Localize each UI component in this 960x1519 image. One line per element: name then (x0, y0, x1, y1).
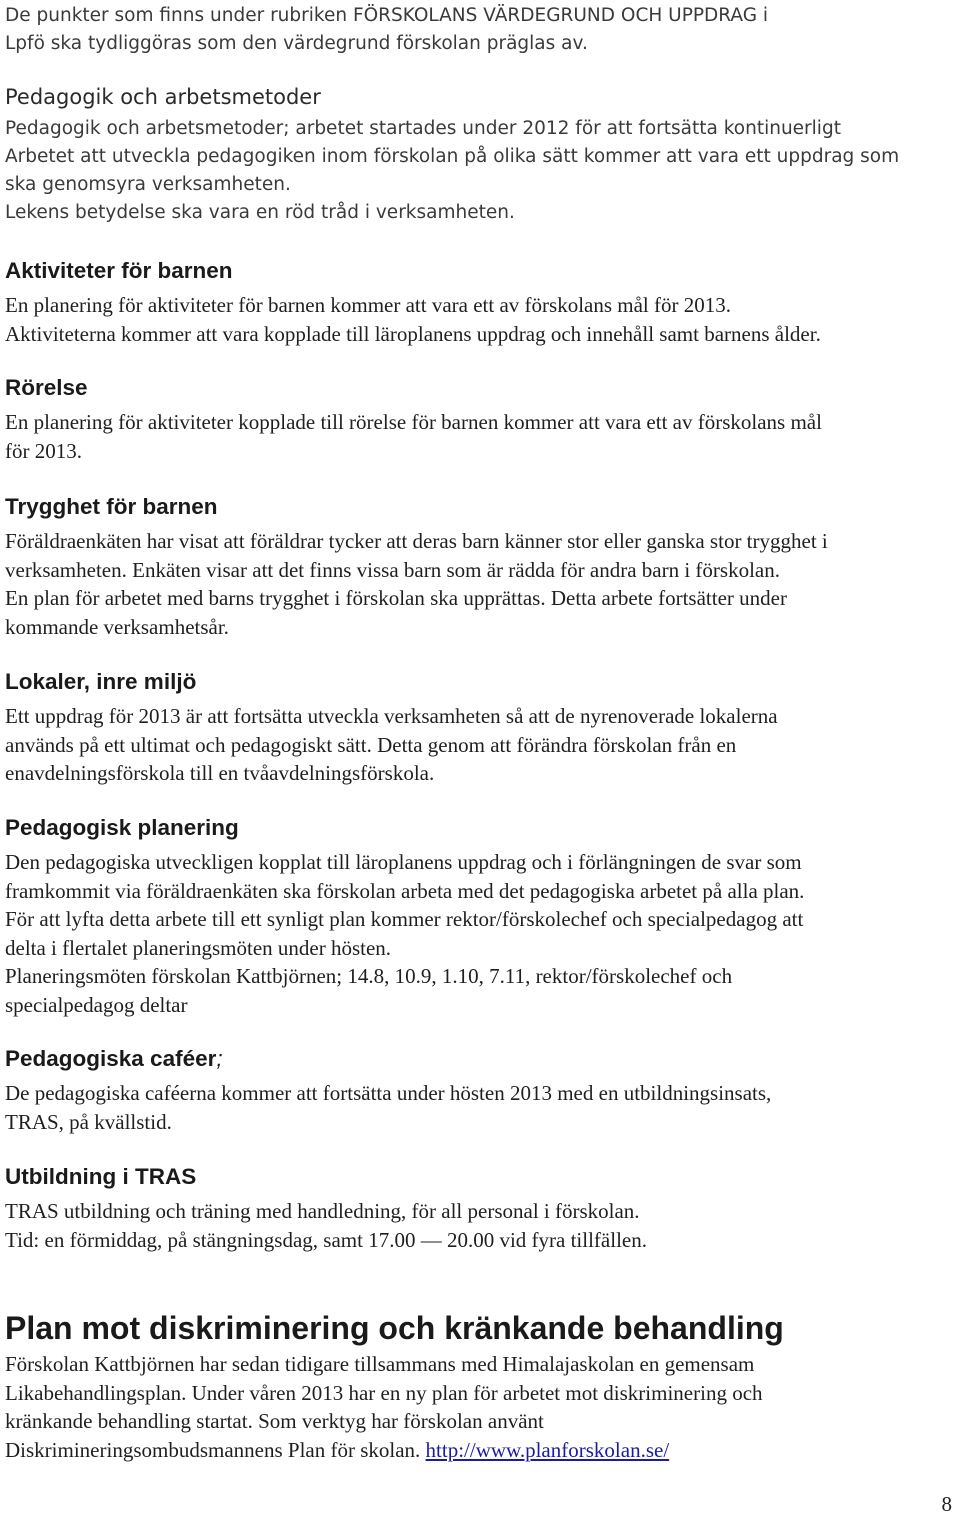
page-number: 8 (941, 1492, 952, 1516)
text-line: Tid: en förmiddag, på stängningsdag, samt 17.00 — 20.00 vid fyra tillfällen. (5, 1227, 647, 1252)
text-span: Diskrimineringsombudsmannens Plan för skolan. (5, 1437, 426, 1462)
intro-paragraph (5, 2, 960, 58)
text-line: används på ett ultimat och pedagogiskt sätt. Detta genom att förändra förskolan från en (5, 732, 737, 757)
text-line: En planering för aktiviteter kopplade till rörelse för barnen kommer att vara ett av förskolans mål (5, 410, 822, 434)
text-line: Föräldraenkäten har visat att föräldrar tycker att deras barn känner stor eller ganska stor trygghet i (5, 529, 828, 553)
text-line: En planering för aktiviteter för barnen kommer att vara ett av förskolans mål för 2013. (5, 293, 731, 317)
text-line: TRAS utbildning och träning med handledning, för all personal i förskolan. (5, 1199, 640, 1223)
text-line: delta i flertalet planeringsmöten under hösten. (5, 935, 392, 960)
planforskolan-link[interactable]: http://www.planforskolan.se/ (425, 1437, 670, 1462)
section-heading: Trygghet för barnen (5, 494, 218, 519)
text-line: Planeringsmöten förskolan Kattbjörnen; 14.8, 10.9, 1.10, 7.11, rektor/förskolechef och (5, 964, 733, 988)
intro-line: De punkter som finns under rubriken FÖRSKOLANS VÄRDEGRUND OCH UPPDRAG i (5, 5, 769, 26)
text-line: TRAS, på kvällstid. (5, 1109, 172, 1134)
section-body (5, 115, 960, 227)
section-heading: Aktiviteter för barnen (5, 258, 233, 283)
intro-line: Lpfö ska tydliggöras som den värdegrund förskolan präglas av. (5, 33, 588, 54)
text-line: ska genomsyra verksamheten. (5, 174, 291, 195)
section-body (5, 291, 960, 348)
section-body (5, 1197, 960, 1254)
text-line: enavdelningsförskola till en tvåavdelningsförskola. (5, 761, 435, 785)
text-line: Pedagogik och arbetsmetoder; arbetet startades under 2012 för att fortsätta kontinuerligt (5, 118, 841, 139)
text-line: Lekens betydelse ska vara en röd tråd i verksamheten. (5, 202, 515, 223)
text-line: kommande verksamhetsår. (5, 614, 229, 639)
section-body (5, 527, 960, 641)
section-plan (5, 1308, 960, 1464)
heading-text: Pedagogiska caféer (5, 1046, 217, 1071)
text-line: Ett uppdrag för 2013 är att fortsätta utveckla verksamheten så att de nyrenoverade lokalerna (5, 704, 778, 728)
text-line: verksamheten. Enkäten visar att det finns vissa barn som är rädda för andra barn i förskolan. (5, 557, 780, 582)
text-line (5, 1436, 960, 1465)
section-heading: Lokaler, inre miljö (5, 669, 197, 694)
text-line: kränkande behandling startat. Som verktyg har förskolan använt (5, 1409, 544, 1433)
text-line: En plan för arbetet med barns trygghet i förskolan ska upprättas. Detta arbete fortsätter under (5, 586, 787, 610)
section-heading: Pedagogik och arbetsmetoder (5, 85, 321, 109)
text-line: Arbetet att utveckla pedagogiken inom förskolan på olika sätt kommer att vara ett uppdrag som (5, 146, 900, 167)
text-line: Likabehandlingsplan. Under våren 2013 har en ny plan för arbetet mot diskriminering och (5, 1380, 763, 1405)
text-line: Den pedagogiska utveckligen kopplat till läroplanens uppdrag och i förlängningen de svar som (5, 850, 802, 874)
section-body (5, 702, 960, 788)
section-lokaler (5, 667, 960, 788)
section-rorelse (5, 373, 960, 465)
heading-suffix: ; (216, 1046, 223, 1071)
text-line: framkommit via föräldraenkäten ska förskolan arbeta med det pedagogiska arbetet på alla plan. (5, 878, 805, 903)
text-line: för 2013. (5, 438, 82, 463)
section-body (5, 848, 960, 1019)
section-aktiviteter (5, 256, 960, 348)
text-line: För att lyfta detta arbete till ett synligt plan kommer rektor/förskolechef och specialpedagog att (5, 907, 804, 931)
section-cafeer (5, 1044, 960, 1136)
section-main-heading: Plan mot diskriminering och kränkande behandling (5, 1310, 784, 1346)
section-pedagogik (5, 82, 960, 227)
section-body (5, 1350, 960, 1464)
section-heading (5, 1044, 960, 1074)
section-body (5, 408, 960, 465)
section-tras (5, 1162, 960, 1254)
section-heading: Utbildning i TRAS (5, 1164, 197, 1189)
text-line: Aktiviteterna kommer att vara kopplade till läroplanens uppdrag och innehåll samt barnens ålder. (5, 321, 821, 346)
section-heading: Rörelse (5, 375, 88, 400)
text-line: De pedagogiska caféerna kommer att fortsätta under hösten 2013 med en utbildningsinsats, (5, 1081, 772, 1105)
section-body (5, 1079, 960, 1136)
section-planering (5, 813, 960, 1019)
section-heading: Pedagogisk planering (5, 815, 239, 840)
text-line: specialpedagog deltar (5, 992, 188, 1017)
section-trygghet (5, 492, 960, 641)
text-line: Förskolan Kattbjörnen har sedan tidigare tillsammans med Himalajaskolan en gemensam (5, 1352, 755, 1376)
